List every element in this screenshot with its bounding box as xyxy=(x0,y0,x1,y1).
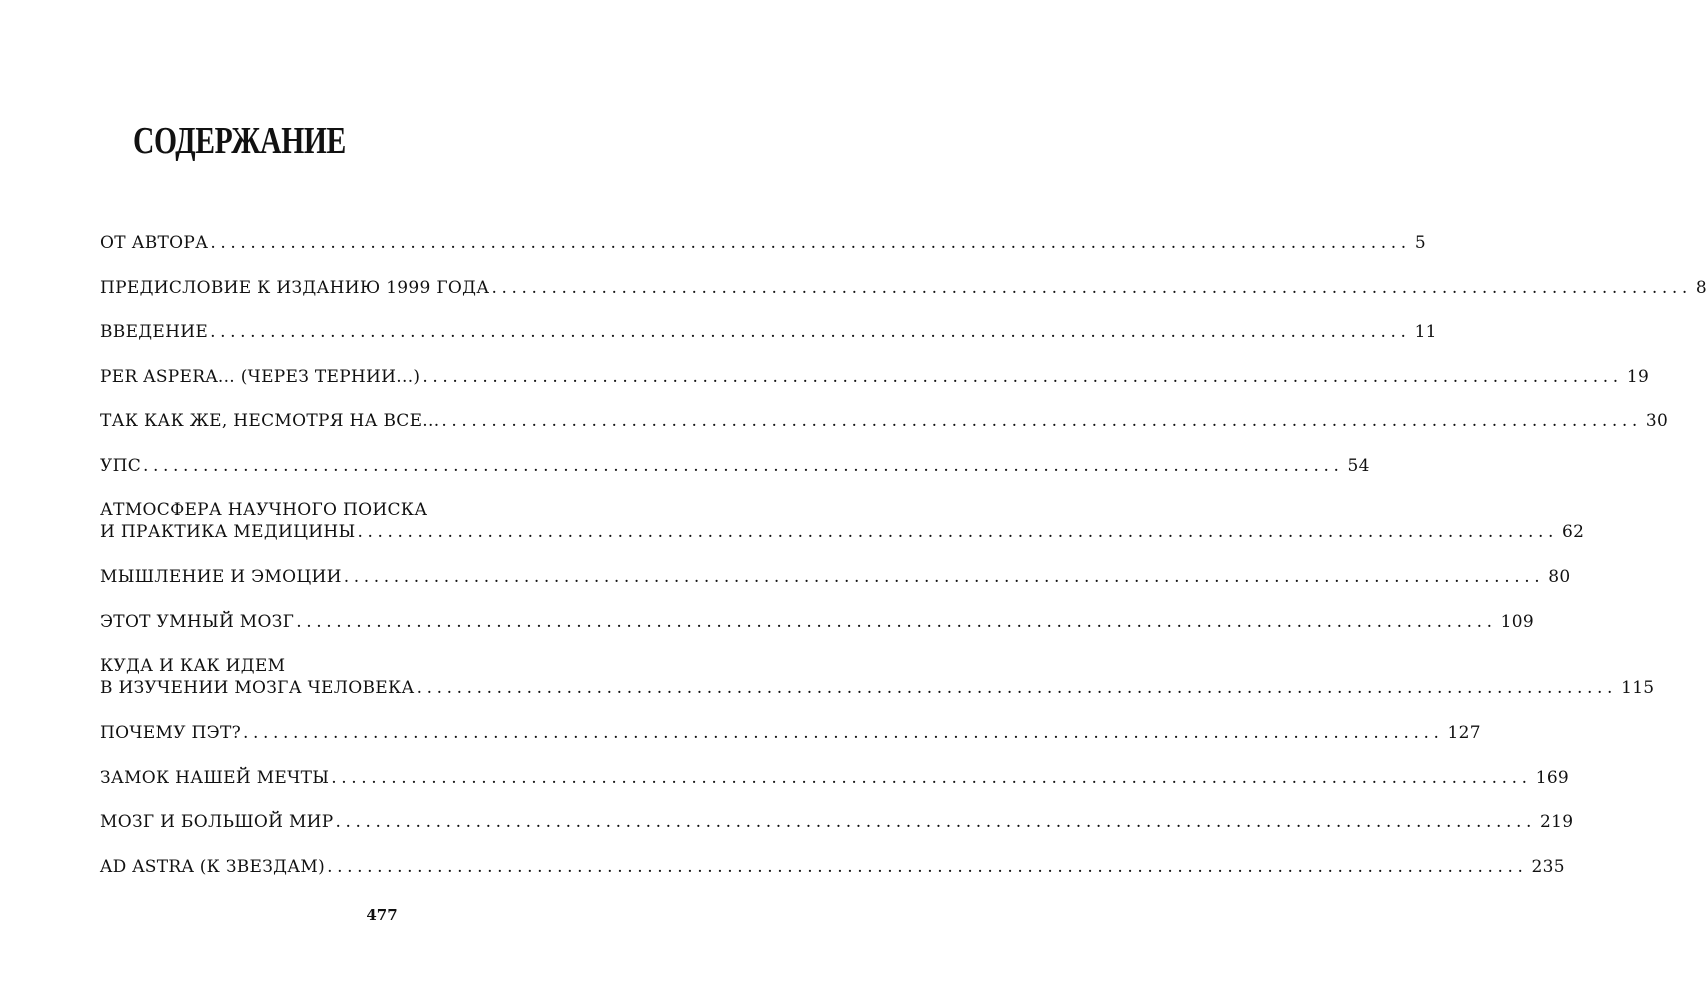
toc-entry-title-line: АТМОСФЕРА НАУЧНОГО ПОИСКА xyxy=(100,500,428,520)
toc-entry xyxy=(100,811,1574,833)
toc-entry-page: 127 xyxy=(1447,723,1481,743)
toc-entry xyxy=(100,767,1570,789)
toc-entry xyxy=(100,277,1707,299)
toc-entry-page: 109 xyxy=(1500,612,1535,632)
toc-entry xyxy=(100,566,1571,588)
toc-entry-title-line: КУДА И КАК ИДЕМ xyxy=(100,656,286,676)
toc-entry-title: В ИЗУЧЕНИИ МОЗГА ЧЕЛОВЕКА xyxy=(100,678,415,698)
dot-leader: ........................................................................................................................ xyxy=(210,233,1411,253)
toc-entry xyxy=(100,410,1669,432)
toc-entry-title: PER ASPERA... (ЧЕРЕЗ ТЕРНИИ...) xyxy=(100,367,421,387)
toc-entry-page: 30 xyxy=(1645,411,1669,431)
dot-leader: ........................................................................................................................ xyxy=(343,567,1545,587)
dot-leader: ........................................................................................................................ xyxy=(143,456,1344,476)
toc-entry-page: 19 xyxy=(1626,367,1650,387)
dot-leader: ........................................................................................................................ xyxy=(210,322,1411,342)
toc-entry-title: AD ASTRA (К ЗВЕЗДАМ) xyxy=(100,857,326,877)
toc-entry-title: ПРЕДИСЛОВИЕ К ИЗДАНИЮ 1999 ГОДА xyxy=(100,278,490,298)
toc-entry-page: 219 xyxy=(1540,812,1574,832)
dot-leader: ........................................................................................................................ xyxy=(441,411,1642,431)
toc-entry-title: ВВЕДЕНИЕ xyxy=(100,322,209,342)
table-of-contents xyxy=(100,0,1707,1000)
toc-entry-title: И ПРАКТИКА МЕДИЦИНЫ xyxy=(100,522,356,542)
toc-entry-page: 62 xyxy=(1561,522,1585,542)
toc-entry xyxy=(100,655,1655,699)
toc-entry xyxy=(100,856,1565,878)
toc-entry-title: УПС xyxy=(100,456,142,476)
toc-entry-title: ЗАМОК НАШЕЙ МЕЧТЫ xyxy=(100,768,330,788)
toc-entry xyxy=(100,499,1585,543)
toc-entry-page: 11 xyxy=(1414,322,1437,342)
toc-entry-page: 115 xyxy=(1621,678,1655,698)
dot-leader: ........................................................................................................................ xyxy=(335,812,1536,832)
toc-entry-page: 5 xyxy=(1414,233,1426,253)
toc-entry-page: 235 xyxy=(1531,857,1565,877)
dot-leader: ........................................................................................................................ xyxy=(327,857,1528,877)
toc-entry-title: ЭТОТ УМНЫЙ МОЗГ xyxy=(100,612,295,632)
toc-entry-title: ПОЧЕМУ ПЭТ? xyxy=(100,723,241,743)
toc-entry-title: МЫШЛЕНИЕ И ЭМОЦИИ xyxy=(100,567,342,587)
page-number: 477 xyxy=(366,906,398,924)
toc-entry xyxy=(100,722,1481,744)
toc-entry-title: МОЗГ И БОЛЬШОЙ МИР xyxy=(100,812,334,832)
dot-leader: ........................................................................................................................ xyxy=(416,678,1618,698)
dot-leader: ........................................................................................................................ xyxy=(422,367,1623,387)
dot-leader: ........................................................................................................................ xyxy=(357,522,1558,542)
dot-leader: ........................................................................................................................ xyxy=(491,278,1692,298)
toc-entry-page: 80 xyxy=(1548,567,1571,587)
dot-leader: ........................................................................................................................ xyxy=(296,612,1497,632)
toc-entry-page: 8 xyxy=(1695,278,1707,298)
toc-entry-title: ТАК КАК ЖЕ, НЕСМОТРЯ НА ВСЕ... xyxy=(100,411,440,431)
toc-entry-page: 169 xyxy=(1535,768,1570,788)
dot-leader: ........................................................................................................................ xyxy=(331,768,1532,788)
toc-entry-title: ОТ АВТОРА xyxy=(100,233,209,253)
toc-entry xyxy=(100,366,1650,388)
dot-leader: ........................................................................................................................ xyxy=(243,723,1444,743)
toc-entry xyxy=(100,232,1426,254)
toc-entry xyxy=(100,611,1535,633)
page-title: СОДЕРЖАНИЕ xyxy=(133,120,346,162)
toc-entry xyxy=(100,455,1370,477)
toc-entry xyxy=(100,321,1437,343)
toc-entry-page: 54 xyxy=(1347,456,1370,476)
